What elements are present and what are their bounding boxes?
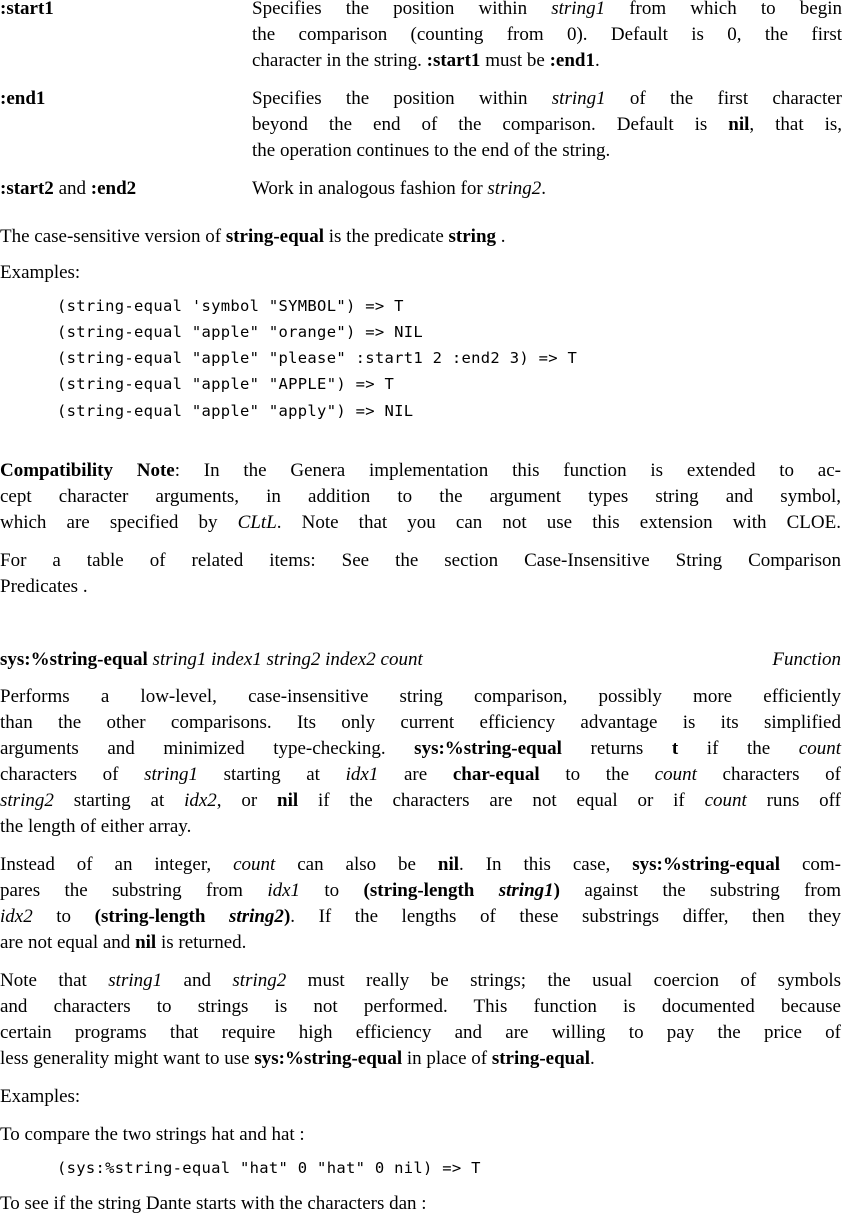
description-para1-line: string2 starting at idx2, or nil if the characters are not equal or if count runs off [0, 790, 841, 811]
function-signature [0, 647, 423, 673]
description-para2-line: idx2 to (string-length string2). If the lengths of these substrings differ, then they [0, 906, 842, 927]
description-para3-line: Note that string1 and string2 must really be strings; the usual coercion of symbols [0, 970, 842, 991]
description-para3-line: certain programs that require high efficiency and are willing to pay the price of [0, 1022, 841, 1043]
description-para1-line: characters of string1 starting at idx1 are char-equal to the count characters of [0, 764, 841, 785]
description-para1-line: than the other comparisons. Its only current efficiency advantage is its simplified [0, 712, 841, 733]
arg-desc-start1-line2: the comparison (counting from 0). Default is 0, the first [252, 24, 842, 45]
compare-code: (sys:%string-equal "hat" 0 "hat" 0 nil) => T [57, 1159, 481, 1177]
arg-term-end1: :end1 [0, 88, 46, 109]
description-para1-line: Performs a low-level, case-insensitive string comparison, possibly more efficiently [0, 686, 841, 707]
function-args: string1 index1 string2 index2 count [152, 649, 423, 670]
example-code-line: (string-equal "apple" "APPLE") => T [57, 375, 395, 393]
description-para3-line: and characters to strings is not performed. This function is documented because [0, 996, 841, 1017]
arg-desc-start1-line1: Specifies the position within string1 from which to begin [252, 0, 842, 19]
dante-intro: To see if the string Dante starts with the characters dan : [0, 1193, 427, 1214]
examples-label-2: Examples: [0, 1086, 81, 1107]
arg-desc-end1-line3: the operation continues to the end of the string. [252, 140, 611, 161]
arg-desc-end1-line1: Specifies the position within string1 of the first character [252, 88, 842, 109]
compat-note-line2: cept character arguments, in addition to the argument types string and symbol, [0, 486, 841, 507]
description-para2-line: Instead of an integer, count can also be nil. In this case, sys:%string-equal com- [0, 854, 841, 875]
function-kind: Function [772, 649, 841, 670]
compat-note-line3: which are specified by CLtL. Note that you can not use this extension with CLOE. [0, 512, 841, 533]
arg-desc-start1-line3: character in the string. :start1 must be :end1. [252, 50, 600, 71]
example-code-line: (string-equal "apple" "apply") => NIL [57, 402, 414, 420]
case-sensitive-note: The case-sensitive version of string-equal is the predicate string . [0, 226, 506, 247]
arg-term-start1: :start1 [0, 0, 54, 19]
description-para1-line: arguments and minimized type-checking. sys:%string-equal returns t if the count [0, 738, 841, 759]
example-code-line: (string-equal "apple" "please" :start1 2 :end2 3) => T [57, 349, 578, 367]
arg-term-start2-end2: :start2 and :end2 [0, 178, 137, 199]
description-para2-line: are not equal and nil is returned. [0, 932, 247, 953]
arg-desc-end1-line2: beyond the end of the comparison. Default is nil, that is, [252, 114, 842, 135]
example-code-line: (string-equal 'symbol "SYMBOL") => T [57, 297, 404, 315]
arg-desc-start2-end2: Work in analogous fashion for string2. [252, 178, 547, 199]
description-para3-line: less generality might want to use sys:%string-equal in place of string-equal. [0, 1048, 595, 1069]
function-name: sys:%string-equal [0, 649, 148, 670]
examples-label-1: Examples: [0, 262, 81, 283]
description-para1-line: the length of either array. [0, 816, 192, 837]
related-items-line2: Predicates . [0, 576, 88, 597]
compare-intro: To compare the two strings hat and hat : [0, 1124, 305, 1145]
example-code-line: (string-equal "apple" "orange") => NIL [57, 323, 424, 341]
description-para2-line: pares the substring from idx1 to (string-length string1) against the substring from [0, 880, 842, 901]
compat-note-line1: Compatibility Note: In the Genera implementation this function is extended to ac- [0, 460, 841, 481]
related-items-line1: For a table of related items: See the section Case-Insensitive String Comparison [0, 550, 841, 571]
